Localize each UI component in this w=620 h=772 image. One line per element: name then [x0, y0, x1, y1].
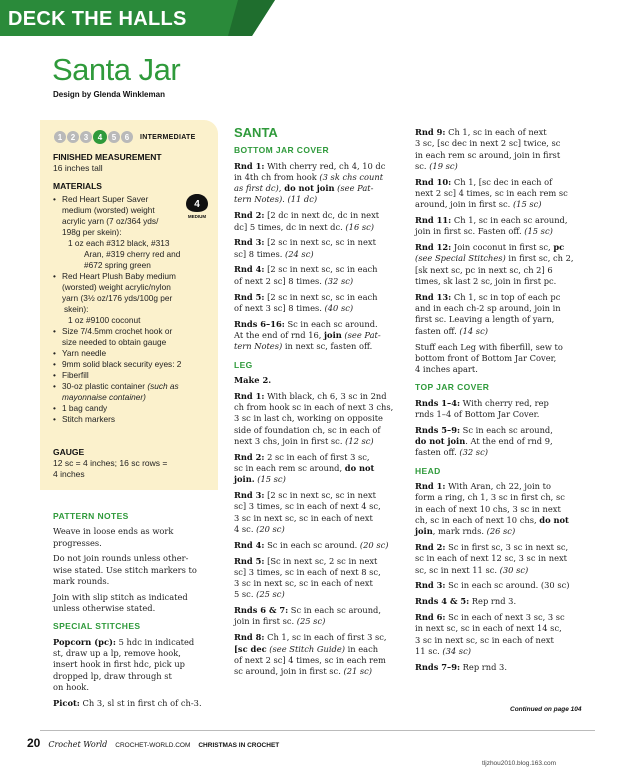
line: 4 sc.: [234, 523, 257, 534]
gauge-line: 4 inches: [53, 469, 85, 480]
line: skein):: [64, 304, 89, 314]
line: [2 sc in next sc, sc in next: [264, 237, 376, 248]
line: join: [324, 329, 342, 340]
line: in each rem sc around, join in first: [415, 149, 561, 160]
line: (21 sc): [343, 666, 373, 677]
instruction: [234, 375, 406, 386]
label: Rnds 7–9:: [415, 661, 461, 672]
round: [234, 490, 406, 535]
line: Rep rnd 3.: [469, 596, 517, 607]
magazine-name: Crochet World: [48, 740, 108, 749]
line: (40 sc): [324, 302, 354, 313]
line: 198g per skein):: [62, 227, 122, 237]
round: [234, 632, 406, 677]
line: 1 oz #9100 coconut: [68, 315, 141, 325]
gauge: [53, 447, 167, 481]
line: yarn (3½ oz/176 yds/100g per: [62, 293, 173, 303]
line: do not: [344, 462, 375, 473]
line: At the end of rnd 16,: [234, 329, 325, 340]
round: [415, 542, 595, 576]
level-2: 2: [67, 131, 79, 143]
line: (15 sc): [524, 226, 553, 237]
line: mark rounds.: [53, 575, 110, 586]
materials-heading: MATERIALS: [53, 181, 102, 191]
stitch-popcorn: [53, 637, 223, 693]
line: (15 sc): [254, 474, 286, 485]
line: [sc dec: [234, 643, 267, 654]
label: Rnd 5:: [234, 291, 265, 302]
finished-text: 16 inches tall: [53, 163, 103, 174]
line: With black, ch 6, 3 sc in 2nd: [264, 390, 387, 401]
label: Rnd 2:: [415, 542, 446, 552]
leg-heading: LEG: [234, 359, 253, 370]
line: . At the end of rnd 9,: [465, 436, 553, 447]
line: • Red Heart Super Saver: [62, 194, 149, 204]
line: (32 sc): [324, 275, 354, 286]
line: Sc in each sc around.: [284, 318, 378, 329]
designer-byline: Design by Glenda Winkleman: [53, 90, 165, 99]
line: of next 3 sc] 8 times.: [234, 302, 325, 313]
label: Rnd 5:: [234, 555, 265, 566]
line: in first sc, ch 2,: [505, 253, 574, 264]
gauge-heading: GAUGE: [53, 447, 85, 457]
line: [2 dc in next dc, dc in next: [264, 210, 380, 221]
round: [415, 481, 595, 537]
line: insert hook in first hdc, pick up: [53, 659, 185, 670]
line: next 2 sc] 4 times, sc in each rem sc: [415, 187, 568, 198]
santa-heading: SANTA: [234, 125, 278, 140]
page-footer: [27, 736, 279, 750]
line: do not join: [415, 436, 466, 447]
line: acrylic yarn (7 oz/364 yds/: [62, 216, 159, 226]
label: Rnds 1–4:: [415, 397, 461, 408]
line: With cherry red, rep: [460, 397, 549, 408]
line: sc, sc in next 11 sc.: [415, 564, 500, 575]
label: Rnd 1:: [234, 390, 265, 401]
label: Rnd 11:: [415, 215, 452, 226]
skill-level: [54, 130, 196, 144]
line: Sc in each sc around,: [460, 424, 553, 435]
head-heading: HEAD: [415, 465, 441, 476]
line: (25 sc): [296, 616, 326, 627]
special-stitches-heading: SPECIAL STITCHES: [53, 621, 141, 632]
line: Sc in first sc, 3 sc in next sc,: [445, 542, 569, 552]
round: [415, 242, 595, 287]
note: [53, 526, 223, 549]
label: Rnds 5–9:: [415, 424, 461, 435]
line: on hook.: [53, 681, 89, 692]
page-number: 20: [27, 736, 41, 750]
label: Rnd 3:: [415, 580, 446, 591]
round: [415, 580, 595, 591]
line: bottom front of Bottom Jar Cover,: [415, 352, 557, 363]
line: Aran, #319 cherry red and: [84, 249, 181, 259]
line: 3 sc, [sc dec in next 2 sc] twice, sc: [415, 138, 561, 149]
round: [234, 210, 406, 233]
round: [415, 596, 595, 607]
line: With Aran, ch 22, join to: [445, 481, 551, 492]
line: (see Stitch Guide): [266, 643, 345, 654]
round: [234, 452, 406, 486]
line: (25 sc): [256, 589, 285, 600]
level-5: 5: [108, 131, 120, 143]
line: Stuff each Leg with fiberfill, sew to: [415, 341, 563, 352]
line: in next sc, sc in each of next 14 sc,: [415, 623, 562, 634]
line: [Sc in next sc, 2 sc in next: [264, 555, 378, 566]
note: [53, 553, 223, 587]
issue-name: CHRISTMAS IN CROCHET: [198, 742, 280, 749]
line: Do not join rounds unless other-: [53, 553, 189, 564]
line: (15 sc): [512, 199, 542, 210]
gauge-line: 12 sc = 4 inches; 16 sc rows =: [53, 458, 168, 469]
round: [234, 540, 406, 551]
line: Sc in each sc around.: [264, 539, 360, 550]
line: [2 sc in next sc, sc in each: [264, 291, 378, 302]
line: wise stated. Use stitch markers to: [53, 564, 197, 575]
line: (such as: [147, 381, 179, 391]
level-3: 3: [80, 131, 92, 143]
level-6: 6: [121, 131, 133, 143]
line: Rep rnd 3.: [460, 661, 507, 672]
line: Sc in each sc around. (30 sc): [445, 580, 570, 591]
continued-note: Continued on page 104: [510, 706, 582, 713]
materials-list: [53, 194, 213, 425]
line: 5 sc.: [234, 589, 257, 600]
line: pc: [553, 242, 565, 253]
line: (see Pat-: [341, 329, 381, 340]
line: Sc in each sc around,: [288, 605, 381, 616]
line: 4 inches apart.: [415, 364, 478, 375]
line: do not: [539, 514, 569, 525]
line: 1 oz each #312 black, #313: [68, 238, 170, 248]
line: sc] 3 times, sc in each of next 8 sc,: [234, 566, 381, 577]
line: (20 sc): [256, 523, 285, 534]
line: dropped lp, draw through st: [53, 670, 172, 681]
material-item: • 9mm solid black security eyes: 2: [53, 359, 213, 370]
instruction: [415, 342, 595, 376]
line: join in first sc.: [234, 616, 297, 627]
round: [415, 612, 595, 657]
line: Ch 1, sc in each of first 3 sc,: [264, 632, 387, 643]
line: times, sk last 2 sc, join in first pc.: [415, 276, 557, 287]
line: • Red Heart Plush Baby medium: [62, 271, 176, 281]
label: Rnds 4 & 5:: [415, 596, 470, 607]
line: [sk next sc, pc in next sc, ch 2] 6: [415, 264, 553, 275]
finished-heading: FINISHED MEASUREMENT: [53, 152, 162, 162]
line: 3 sc in next sc, sc in each of next: [234, 578, 373, 589]
round: [415, 215, 595, 238]
note: [53, 592, 223, 615]
line: #672 spring green: [84, 260, 151, 270]
round: [415, 662, 595, 673]
skill-label: INTERMEDIATE: [140, 133, 196, 141]
line: join: [415, 526, 433, 537]
label: Rnd 10:: [415, 176, 452, 187]
line: Join coconut in first sc,: [451, 242, 554, 253]
yarn-weight-label: MEDIUM: [187, 214, 207, 219]
line: 3 sc in next sc, sc in each of next: [234, 512, 373, 523]
top-jar-heading: TOP JAR COVER: [415, 382, 490, 393]
finished-measurement: [53, 152, 162, 174]
line: dc] 5 times, dc in next dc.: [234, 221, 346, 232]
label: Rnd 4:: [234, 264, 265, 275]
round: [234, 237, 406, 260]
line: in 4th ch from hook: [234, 171, 320, 182]
round: [415, 292, 595, 337]
line: • Size 7/4.5mm crochet hook or: [62, 326, 173, 336]
line: in next sc, fasten off.: [282, 341, 373, 352]
level-4-active: 4: [93, 130, 107, 144]
line: sc in each rem sc around,: [234, 462, 345, 473]
line: and in each ch-2 sp around, join in: [415, 303, 561, 314]
line: in each: [344, 643, 379, 654]
label: Rnd 9:: [415, 127, 446, 137]
line: join in first sc. Fasten off.: [415, 226, 525, 237]
round: [415, 127, 595, 172]
magazine-site: CROCHET-WORLD.COM: [115, 742, 191, 749]
line: With cherry red, ch 4, 10 dc: [264, 160, 386, 171]
line: (20 sc): [359, 539, 389, 550]
line: 3 sc in last ch, working on opposite: [234, 413, 383, 424]
material-item: • Yarn needle: [53, 348, 213, 359]
line: 3 sc in next sc, sc in each of next: [415, 634, 554, 645]
label: Rnd 2:: [234, 451, 265, 462]
round: [234, 605, 406, 628]
line: size needed to obtain gauge: [62, 337, 167, 347]
line: progresses.: [53, 537, 102, 548]
line: Join with slip stitch as indicated: [53, 591, 188, 602]
material-item: [53, 194, 213, 271]
material-item: [53, 271, 213, 326]
round: [234, 292, 406, 315]
line: [2 sc in next sc, sc in each: [264, 264, 378, 275]
round: [415, 425, 595, 459]
line: Sc in each of next 3 sc, 3 sc: [445, 611, 565, 622]
line: (26 sc): [486, 526, 516, 537]
bottom-jar-heading: BOTTOM JAR COVER: [234, 145, 330, 156]
page-title: Santa Jar: [52, 52, 181, 87]
line: (see Special Stitches): [415, 253, 506, 264]
label: Rnd 12:: [415, 242, 452, 253]
material-item: [53, 326, 213, 348]
line: do not join: [281, 183, 335, 194]
label: Rnd 13:: [415, 291, 452, 302]
line: (32 sc): [459, 447, 488, 458]
line: (30 sc): [499, 564, 529, 575]
line: mayonnaise container): [62, 392, 146, 402]
stitch-picot: [53, 698, 223, 709]
label: Rnd 3:: [234, 490, 265, 501]
left-column: [53, 504, 223, 713]
label: Rnd 6:: [415, 611, 446, 622]
line: 11 sc.: [415, 645, 443, 656]
line: (14 sc): [459, 325, 488, 336]
label: Popcorn (pc):: [53, 636, 116, 647]
label: Rnds 6 & 7:: [234, 605, 289, 616]
line: 2 sc in each of first 3 sc,: [264, 451, 370, 462]
line: Ch 1, [sc dec in each of: [451, 176, 553, 187]
section-title: DECK THE HALLS: [8, 8, 187, 30]
line: first sc. Leaving a length of yarn,: [415, 314, 555, 325]
line: sc] 8 times.: [234, 248, 285, 259]
pattern-notes-heading: PATTERN NOTES: [53, 511, 129, 521]
round: [234, 319, 406, 353]
line: 5 hdc in indicated: [116, 636, 195, 647]
line: tern Notes): [234, 341, 283, 352]
line: fasten off.: [415, 325, 460, 336]
line: (24 sc): [285, 248, 314, 259]
right-column: [415, 127, 595, 677]
line: (see Pat-: [334, 183, 374, 194]
label: Rnd 4:: [234, 539, 265, 550]
line: Ch 3, sl st in first ch of ch-3.: [79, 697, 202, 708]
line: sc.: [415, 160, 430, 171]
line: sc] 3 times, sc in each of next 4 sc,: [234, 501, 381, 512]
material-item: • 1 bag candy: [53, 403, 213, 414]
line: medium (worsted) weight: [62, 205, 155, 215]
line: (19 sc): [429, 160, 458, 171]
line: (12 sc): [345, 435, 374, 446]
line: fasten off.: [415, 447, 460, 458]
line: Ch 1, sc in each of next: [445, 127, 547, 137]
label: Rnd 1:: [234, 160, 265, 171]
footer-divider: [40, 730, 595, 731]
label: Picot:: [53, 697, 80, 708]
line: sc in each of next 12 sc, 3 sc in next: [415, 553, 568, 564]
line: (worsted) weight acrylic/nylon: [62, 282, 171, 292]
label: Rnd 8:: [234, 632, 265, 643]
line: sc around, join in first sc.: [234, 666, 344, 677]
level-1: 1: [54, 131, 66, 143]
line: unless otherwise stated.: [53, 603, 156, 614]
round: [234, 556, 406, 601]
line: Weave in loose ends as work: [53, 526, 174, 537]
label: Rnd 2:: [234, 210, 265, 221]
line: form a ring, ch 1, 3 sc in first ch, sc: [415, 492, 565, 503]
line: Ch 1, sc in top of each pc: [451, 291, 561, 302]
line: ch from hook sc in each of next 3 chs,: [234, 401, 394, 412]
line: ch, sc in each of next 10 chs,: [415, 514, 540, 525]
label: Rnd 3:: [234, 237, 265, 248]
line: rnds 1–4 of Bottom Jar Cover.: [415, 409, 540, 420]
label: Rnds 6–16:: [234, 318, 285, 329]
line: in each of next 10 chs, 3 sc in next: [415, 503, 561, 514]
line: Ch 1, sc in each sc around,: [451, 215, 568, 226]
line: around, join in first sc.: [415, 199, 513, 210]
label: Rnd 1:: [415, 481, 446, 492]
line: next 3 chs, join in first sc.: [234, 435, 346, 446]
yarn-weight-number: 4: [194, 199, 200, 210]
middle-column: [234, 127, 406, 682]
line: join.: [234, 474, 255, 485]
round: [234, 391, 406, 447]
round: [415, 398, 595, 421]
line: (16 sc): [345, 221, 374, 232]
line: side of foundation ch, sc in each of: [234, 424, 381, 435]
material-item: • Fiberfill: [53, 370, 213, 381]
line: 30-oz plastic container: [62, 381, 146, 391]
line: [2 sc in next sc, sc in next: [264, 490, 376, 501]
line: of next 2 sc] 8 times.: [234, 275, 325, 286]
line: as first dc),: [234, 183, 282, 194]
material-item: • Stitch markers: [53, 414, 213, 425]
round: [234, 264, 406, 287]
line: , mark rnds.: [432, 526, 487, 537]
round: [234, 161, 406, 206]
line: (34 sc): [442, 645, 471, 656]
line: (3 sk chs count: [319, 171, 384, 182]
line: of next 2 sc] 4 times, sc in each rem: [234, 654, 386, 665]
round: [415, 177, 595, 211]
watermark: tljzhou2010.blog.163.com: [482, 760, 557, 767]
material-item: [53, 381, 213, 403]
line: st, draw up a lp, remove hook,: [53, 647, 181, 658]
line: tern Notes). (11 dc): [234, 194, 318, 205]
line: Make 2.: [234, 374, 272, 385]
